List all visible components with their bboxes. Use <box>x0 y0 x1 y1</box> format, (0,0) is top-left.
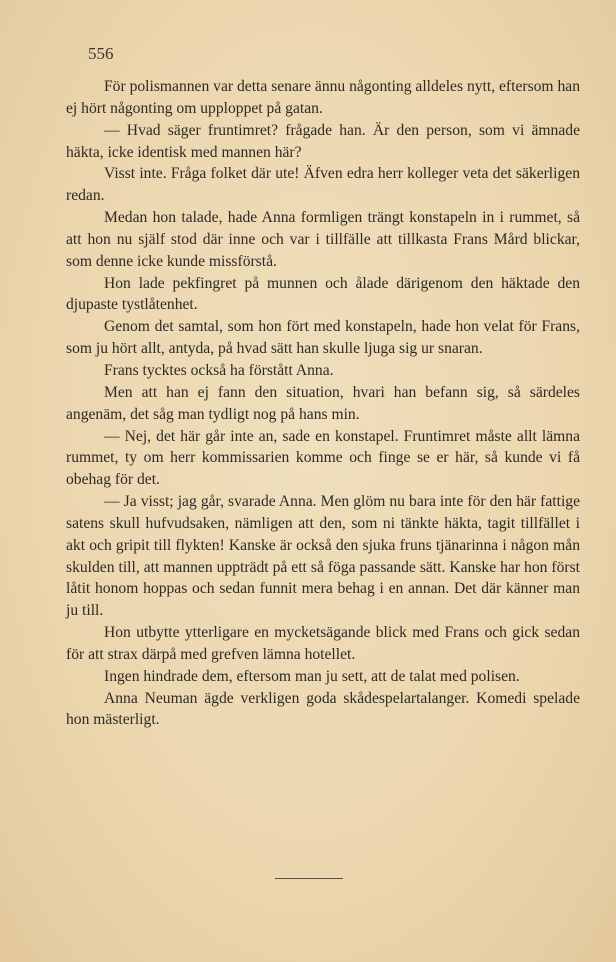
paragraph: Visst inte. Fråga folket där ute! Äfven edra herr kolleger veta det säkerligen redan. <box>66 165 580 205</box>
paragraph: Hon utbytte ytterligare en mycketsägande blick med Frans och gick sedan för att strax därpå med grefven lämna hotellet. <box>66 624 580 663</box>
body-text <box>66 76 580 731</box>
paragraph: Medan hon talade, hade Anna formligen trängt konstapeln in i rummet, så att hon nu själf stod där inne och var i tillfälle att tillkasta Frans Mård blickar, som denne icke kunde missförstå. <box>66 209 580 270</box>
page-number: 556 <box>88 44 114 63</box>
paragraph: För polismannen var detta senare ännu någonting alldeles nytt, eftersom han ej hört någonting om upploppet på gatan. <box>66 78 580 117</box>
paragraph: Men att han ej fann den situation, hvari han befann sig, så särdeles angenäm, det såg man tydligt nog på hans min. <box>66 383 580 423</box>
paragraph: — Hvad säger fruntimret? frågade han. Är den person, som vi ämnade häkta, icke identisk med mannen här? <box>66 121 580 161</box>
paragraph: Ingen hindrade dem, eftersom man ju sett, att de talat med polisen. <box>104 667 520 685</box>
paragraph: — Ja visst; jag går, svarade Anna. Men glöm nu bara inte för den här fattige satens skull hufvudsaken, nämligen att den, som ni tänkte häkta, tagit tillfället i akt och gripit till flykten! Kanske är också den sjuka fruns tjänarinna i någon mån skulden till, att mannen uppträdt på ett så föga passande sätt. Kanske har hon först låtit honom hoppas och sedan funnit mera behag i en annan. Det där känner man ju till. <box>66 493 580 620</box>
paragraph: Anna Neuman ägde verkligen goda skådespelartalanger. Komedi spelade hon mästerligt. <box>66 689 580 729</box>
paragraph: — Nej, det här går inte an, sade en konstapel. Fruntimret måste allt lämna rummet, ty om herr kommissarien komme och finge se er här, så kunde vi få obehag för det. <box>66 427 580 489</box>
end-rule <box>275 878 343 879</box>
paragraph: Hon lade pekfingret på munnen och ålade därigenom den häktade den djupaste tystlåtenhet. <box>66 274 580 314</box>
paragraph: Genom det samtal, som hon fört med konstapeln, hade hon velat för Frans, som ju hört allt, antyda, på hvad sätt han skulle ljuga sig ur snaran. <box>66 318 580 358</box>
paragraph: Frans tycktes också ha förstått Anna. <box>104 361 334 379</box>
